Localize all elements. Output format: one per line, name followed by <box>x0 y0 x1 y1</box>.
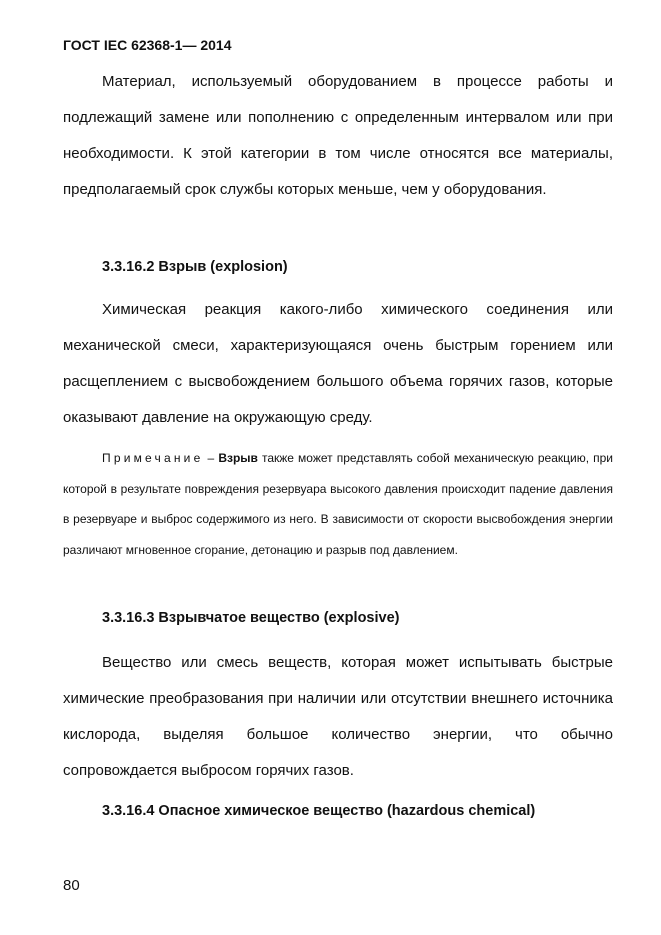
note-dash: – <box>203 451 219 465</box>
section-heading-hazardous-chemical: 3.3.16.4 Опасное химическое вещество (hazardous chemical) <box>102 803 536 819</box>
paragraph-consumable-material: Материал, используемый оборудованием в процессе работы и подлежащий замене или пополнению с определенным интервалом или при необходимости. К этой категории в том числе относятся все материалы, предполагаемый срок службы которых меньше, чем у оборудования. <box>63 73 613 198</box>
section-heading-explosive: 3.3.16.3 Взрывчатое вещество (explosive) <box>102 610 400 626</box>
note-explosion <box>63 443 613 565</box>
paragraph-explosive-definition: Вещество или смесь веществ, которая может испытывать быстрые химические преобразования при наличии или отсутствии внешнего источника кислорода, выделяя большое количество энергии, что обычно сопровождается выбросом горячих газов. <box>63 654 613 779</box>
note-term: Взрыв <box>218 451 258 465</box>
page-number: 80 <box>63 877 80 894</box>
note-label: Примечание <box>102 451 204 465</box>
note-text: также может представлять собой механическую реакцию, при которой в результате повреждения резервуара высокого давления происходит падение давления в резервуаре и выброс содержимого из него. В зависимости от скорости высвобождения энергии различают мгновенное сгорание, детонацию и разрыв под давлением. <box>63 451 613 557</box>
document-header: ГОСТ IEC 62368-1— 2014 <box>63 37 232 53</box>
section-heading-explosion: 3.3.16.2 Взрыв (explosion) <box>102 259 288 275</box>
paragraph-explosion-definition: Химическая реакция какого-либо химического соединения или механической смеси, характеризующаяся очень быстрым горением или расщеплением с высвобождением большого объема горячих газов, которые оказывают давление на окружающую среду. <box>63 301 613 426</box>
